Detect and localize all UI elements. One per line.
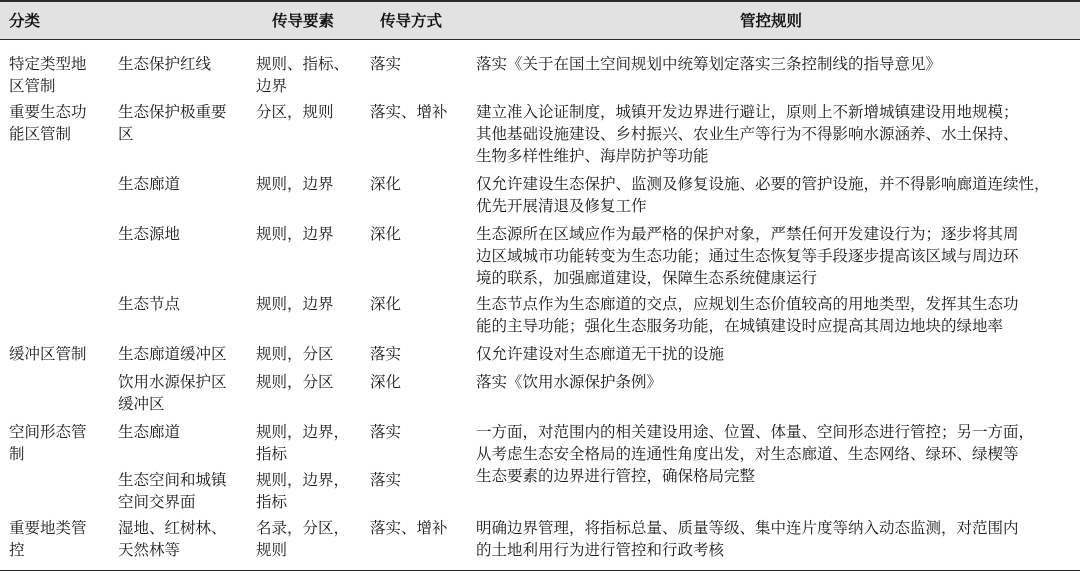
cell-elements-line: 指标 — [256, 445, 288, 463]
cell-elements-line: 分区，规则 — [256, 103, 334, 121]
cell-category-line: 重要生态功 — [9, 103, 87, 121]
cell-elements-line: 边界 — [256, 77, 288, 95]
cell-rules-line: 生态节点作为生态廊道的交点，应规划生态价值较高的用地类型，发挥其生态功 — [476, 295, 1019, 313]
cell-elements-line: 规则 — [256, 541, 288, 559]
header-rules: 管控规则 — [740, 12, 803, 30]
cell-object-line: 区 — [118, 125, 134, 143]
cell-elements-line: 规则，分区 — [256, 345, 334, 363]
cell-category-line: 空间形态管 — [9, 423, 87, 441]
cell-object-line: 生态廊道 — [118, 423, 181, 441]
cell-rules-line: 建立准入论证制度，城镇开发边界进行避让，原则上不新增城镇建设用地规模； — [476, 103, 1019, 121]
cell-object-line: 生态源地 — [118, 225, 181, 243]
cell-elements-line: 规则，边界 — [256, 225, 334, 243]
cell-category-line: 能区管制 — [9, 125, 72, 143]
cell-method-line: 落实 — [370, 55, 402, 73]
cell-method-line: 落实 — [370, 471, 402, 489]
cell-method-line: 深化 — [370, 295, 402, 313]
cell-category-line: 控 — [9, 541, 25, 559]
header-category: 分类 — [9, 12, 41, 30]
cell-rules-line: 仅允许建设对生态廊道无干扰的设施 — [476, 345, 725, 363]
cell-method-line: 深化 — [370, 373, 402, 391]
cell-rules-line: 落实《关于在国土空间规划中统筹划定落实三条控制线的指导意见》 — [476, 55, 942, 73]
cell-category-line: 特定类型地 — [9, 55, 87, 73]
cell-rules-line: 落实《饮用水源保护条例》 — [476, 373, 663, 391]
cell-object-line: 生态廊道缓冲区 — [118, 345, 227, 363]
cell-rules-line: 优先开展清退及修复工作 — [476, 197, 647, 215]
cell-method-line: 落实 — [370, 345, 402, 363]
cell-rules-line: 明确边界管理，将指标总量、质量等级、集中连片度等纳入动态监测，对范围内 — [476, 519, 1019, 537]
cell-rules-line: 的土地利用行为进行管控和行政考核 — [476, 541, 725, 559]
table-header — [0, 0, 1080, 40]
cell-elements-line: 规则，边界， — [256, 471, 350, 489]
cell-method-line: 深化 — [370, 225, 402, 243]
cell-object-line: 湿地、红树林、 — [118, 519, 227, 537]
cell-rules-line: 境的联系，加强廊道建设，保障生态系统健康运行 — [476, 269, 818, 287]
cell-rules-line: 生态要素的边界进行管控，确保格局完整 — [476, 467, 756, 485]
cell-elements-line: 规则，边界 — [256, 175, 334, 193]
table-bottom-rule — [0, 570, 1080, 571]
header-method: 传导方式 — [380, 12, 443, 30]
cell-object-line: 饮用水源保护区 — [118, 373, 227, 391]
cell-object-line: 生态空间和城镇 — [118, 471, 227, 489]
cell-rules-line: 其他基础设施建设、乡村振兴、农业生产等行为不得影响水源涵养、水土保持、 — [476, 125, 1019, 143]
cell-object-line: 生态廊道 — [118, 175, 181, 193]
cell-category-line: 缓冲区管制 — [9, 345, 87, 363]
cell-object-line: 生态保护红线 — [118, 55, 212, 73]
cell-rules-line: 生态源所在区域应作为最严格的保护对象，严禁任何开发建设行为；逐步将其周 — [476, 225, 1019, 243]
cell-elements-line: 指标 — [256, 493, 288, 511]
cell-object-line: 天然林等 — [118, 541, 181, 559]
cell-object-line: 缓冲区 — [118, 395, 165, 413]
cell-category-line: 区管制 — [9, 77, 56, 95]
cell-method-line: 落实、增补 — [370, 519, 448, 537]
cell-elements-line: 规则，边界， — [256, 423, 350, 441]
cell-object-line: 空间交界面 — [118, 493, 196, 511]
cell-rules-line: 仅允许建设生态保护、监测及修复设施、必要的管护设施，并不得影响廊道连续性， — [476, 175, 1050, 193]
cell-object-line: 生态保护极重要 — [118, 103, 227, 121]
cell-object-line: 生态节点 — [118, 295, 181, 313]
cell-method-line: 落实、增补 — [370, 103, 448, 121]
cell-elements-line: 规则，边界 — [256, 295, 334, 313]
cell-method-line: 深化 — [370, 175, 402, 193]
cell-rules-line: 从考虑生态安全格局的连通性角度出发，对生态廊道、生态网络、绿环、绿楔等 — [476, 445, 1019, 463]
cell-method-line: 落实 — [370, 423, 402, 441]
cell-rules-line: 一方面，对范围内的相关建设用途、位置、体量、空间形态进行管控；另一方面， — [476, 423, 1035, 441]
cell-category-line: 重要地类管 — [9, 519, 87, 537]
header-elements: 传导要素 — [272, 12, 335, 30]
cell-elements-line: 规则，分区 — [256, 373, 334, 391]
cell-rules-line: 能的主导功能；强化生态服务功能，在城镇建设时应提高其周边地块的绿地率 — [476, 317, 1004, 335]
cell-rules-line: 生物多样性维护、海岸防护等功能 — [476, 147, 709, 165]
cell-category-line: 制 — [9, 445, 25, 463]
cell-rules-line: 边区域城市功能转变为生态功能；通过生态恢复等手段逐步提高该区域与周边环 — [476, 247, 1019, 265]
cell-elements-line: 名录，分区， — [256, 519, 350, 537]
cell-elements-line: 规则、指标、 — [256, 55, 350, 73]
